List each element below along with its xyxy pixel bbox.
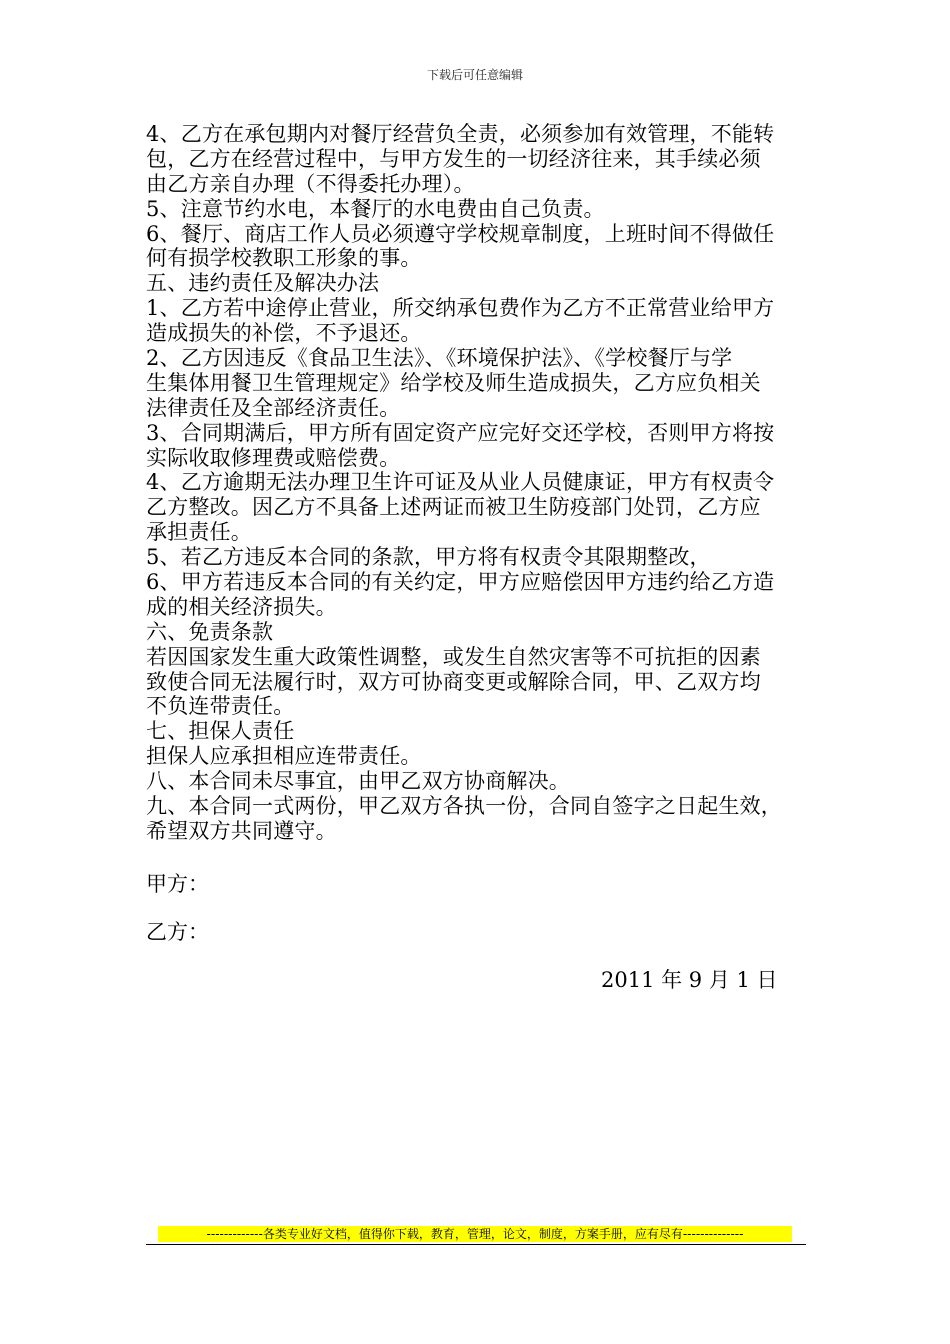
footer-divider: [146, 1244, 806, 1245]
section-heading: 六、免责条款: [146, 619, 274, 644]
body-line: 包，乙方在经营过程中，与甲方发生的一切经济往来，其手续必须: [146, 146, 761, 171]
body-line: 担保人应承担相应连带责任。: [146, 744, 422, 769]
body-line: 1、乙方若中途停止营业，所交纳承包费作为乙方不正常营业给甲方: [146, 296, 775, 321]
party-a-signature-label: 甲方：: [146, 872, 209, 896]
body-line: 由乙方亲自办理（不得委托办理）。: [146, 171, 475, 196]
body-line: 成的相关经济损失。: [146, 594, 337, 619]
body-line: 4、乙方在承包期内对餐厅经营负全责，必须参加有效管理，不能转: [146, 122, 775, 146]
section-heading: 七、担保人责任: [146, 719, 295, 744]
body-line: 6、餐厅、商店工作人员必须遵守学校规章制度，上班时间不得做任: [146, 221, 775, 246]
body-line: 何有损学校教职工形象的事。: [146, 246, 422, 271]
body-line: 3、合同期满后，甲方所有固定资产应完好交还学校，否则甲方将按: [146, 420, 775, 445]
body-line: 6、甲方若违反本合同的有关约定，甲方应赔偿因甲方违约给乙方造: [146, 570, 775, 595]
body-line: 乙方整改。因乙方不具备上述两证而被卫生防疫部门处罚，乙方应: [146, 495, 761, 520]
body-line: 造成损失的补偿，不予退还。: [146, 321, 422, 346]
body-line: 九、本合同一式两份，甲乙双方各执一份，合同自签字之日起生效，: [146, 794, 782, 819]
body-line: 八、本合同未尽事宜，由甲乙双方协商解决。: [146, 769, 570, 794]
body-line: 5、若乙方违反本合同的条款，甲方将有权责令其限期整改，: [146, 545, 711, 570]
page-header: 下载后可任意编辑: [426, 68, 523, 82]
body-line: 若因国家发生重大政策性调整，或发生自然灾害等不可抗拒的因素: [146, 644, 761, 669]
footer-banner: -------------各类专业好文档，值得你下载，教育，管理，论文，制度，方案手册，应有尽有--------------: [158, 1226, 792, 1242]
body-line: 承担责任。: [146, 520, 252, 545]
section-heading: 五、违约责任及解决办法: [146, 271, 380, 296]
body-line: 致使合同无法履行时，双方可协商变更或解除合同，甲、乙双方均: [146, 669, 761, 694]
body-line: 5、注意节约水电，本餐厅的水电费由自己负责。: [146, 196, 605, 221]
contract-body: [146, 122, 816, 844]
party-b-signature-label: 乙方：: [146, 920, 209, 944]
body-line: 4、乙方逾期无法办理卫生许可证及从业人员健康证，甲方有权责令: [146, 470, 775, 495]
body-line: 希望双方共同遵守。: [146, 818, 337, 843]
body-line: 法律责任及全部经济责任。: [146, 395, 401, 420]
contract-date: 2011 年 9 月 1 日: [601, 968, 778, 992]
body-line: 实际收取修理费或赔偿费。: [146, 445, 401, 470]
body-line: 不负连带责任。: [146, 694, 295, 719]
body-line: 2、乙方因违反《食品卫生法》、《环境保护法》、《学校餐厅与学: [146, 346, 733, 371]
body-line: 生集体用餐卫生管理规定》给学校及师生造成损失，乙方应负相关: [146, 370, 761, 395]
